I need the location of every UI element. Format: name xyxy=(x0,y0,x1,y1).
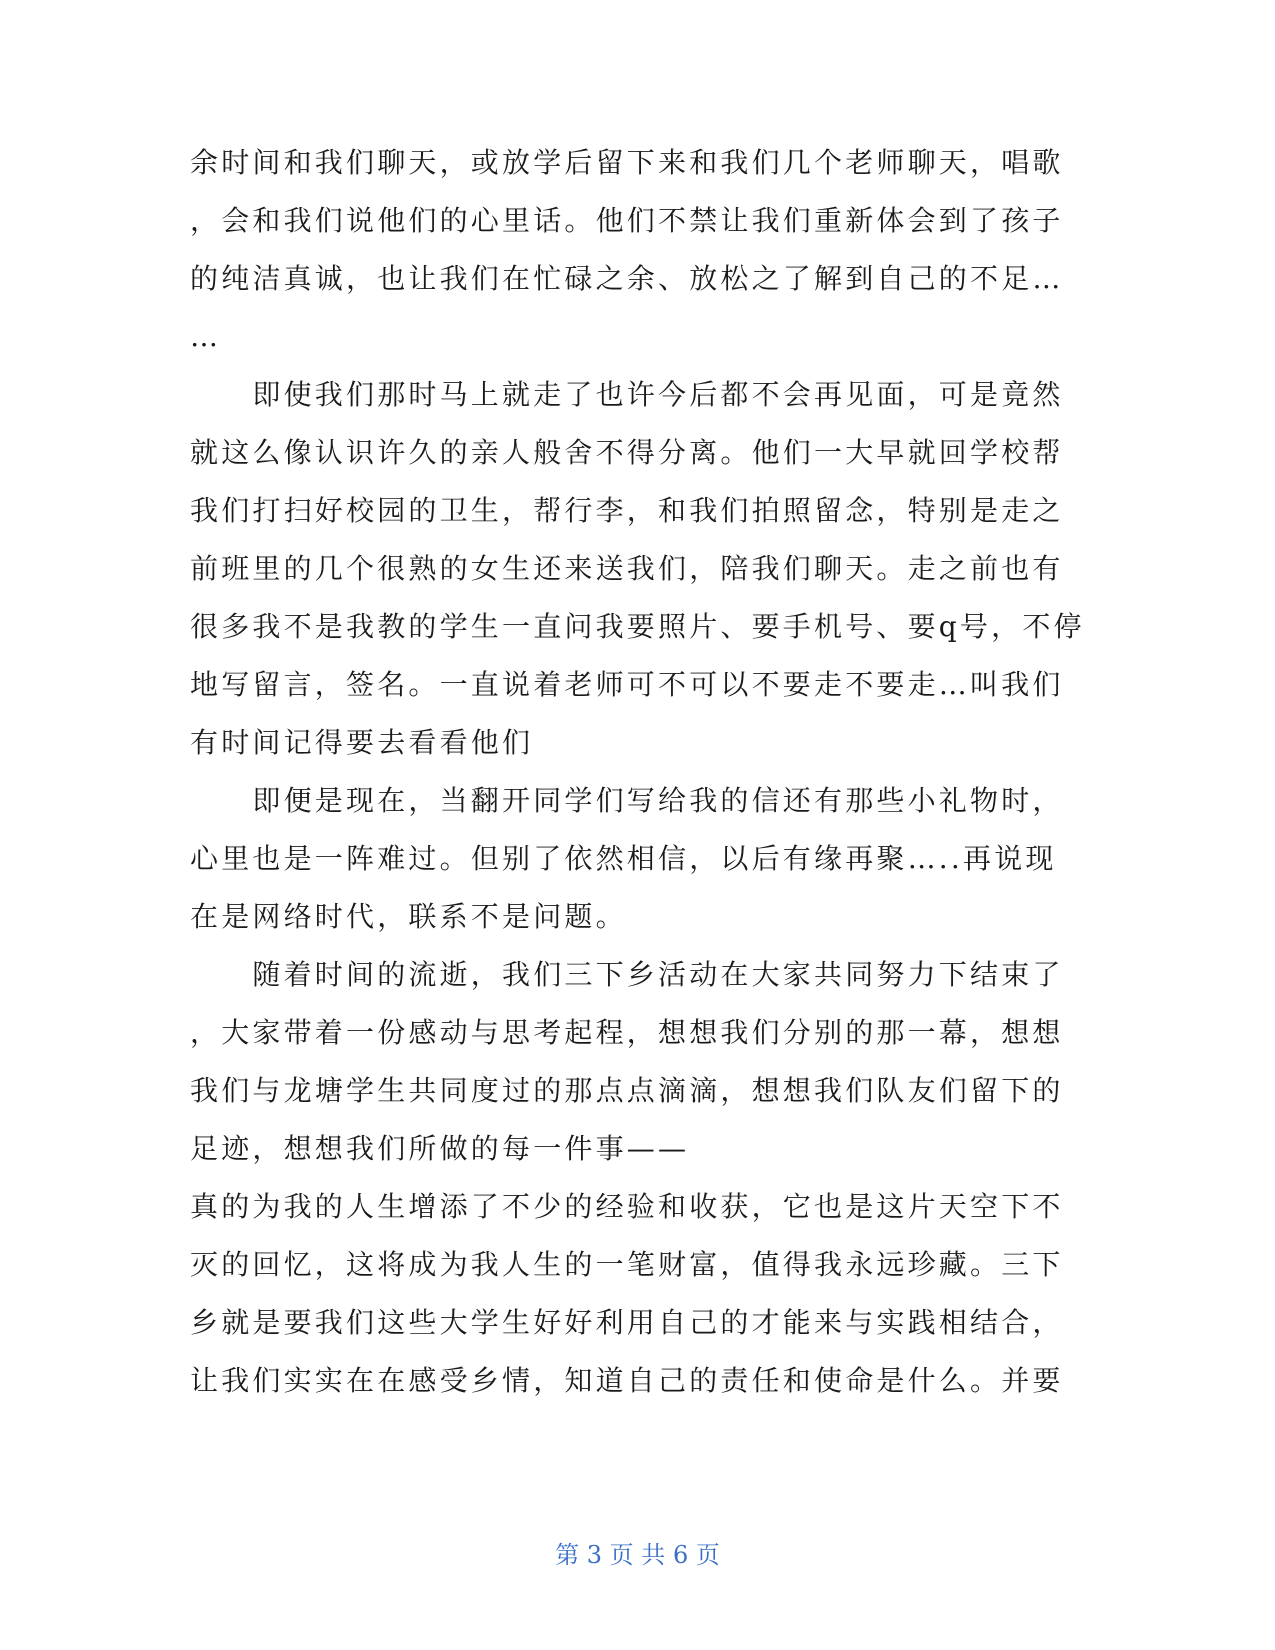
text-line: 我们打扫好校园的卫生，帮行李，和我们拍照留念，特别是走之 xyxy=(190,494,1064,527)
text-line: 前班里的几个很熟的女生还来送我们，陪我们聊天。走之前也有 xyxy=(190,552,1064,585)
text-line: 地写留言，签名。一直说着老师可不可以不要走不要走…叫我们 xyxy=(190,668,1064,701)
text-line: 的纯洁真诚，也让我们在忙碌之余、放松之了解到自己的不足… xyxy=(190,262,1064,295)
text-line: 随着时间的流逝，我们三下乡活动在大家共同努力下结束了 xyxy=(190,958,1064,991)
text-line: 我们与龙塘学生共同度过的那点点滴滴，想想我们队友们留下的 xyxy=(190,1074,1064,1107)
text-line: 真的为我的人生增添了不少的经验和收获，它也是这片天空下不 xyxy=(190,1190,1064,1223)
text-line: … xyxy=(190,320,222,353)
text-line: 在是网络时代，联系不是问题。 xyxy=(190,900,627,933)
text-line: 很多我不是我教的学生一直问我要照片、要手机号、要q号，不停 xyxy=(190,610,1085,643)
text-line: 有时间记得要去看看他们 xyxy=(190,726,534,759)
text-line: 足迹，想想我们所做的每一件事—— xyxy=(190,1132,690,1165)
text-line: 心里也是一阵难过。但别了依然相信，以后有缘再聚…..再说现 xyxy=(190,842,1057,875)
text-line: 余时间和我们聊天，或放学后留下来和我们几个老师聊天，唱歌 xyxy=(190,146,1064,179)
text-line: 即使我们那时马上就走了也许今后都不会再见面，可是竟然 xyxy=(190,378,1064,411)
text-line: ，会和我们说他们的心里话。他们不禁让我们重新体会到了孩子 xyxy=(190,204,1064,237)
text-line: 即便是现在，当翻开同学们写给我的信还有那些小礼物时， xyxy=(190,784,1064,817)
text-line: 灭的回忆，这将成为我人生的一笔财富，值得我永远珍藏。三下 xyxy=(190,1248,1064,1281)
text-line: 让我们实实在在感受乡情，知道自己的责任和使命是什么。并要 xyxy=(190,1364,1064,1397)
text-line: 乡就是要我们这些大学生好好利用自己的才能来与实践相结合， xyxy=(190,1306,1064,1339)
text-line: ，大家带着一份感动与思考起程，想想我们分别的那一幕，想想 xyxy=(190,1016,1064,1049)
page-number-footer: 第 3 页 共 6 页 xyxy=(555,1541,720,1569)
text-line: 就这么像认识许久的亲人般舍不得分离。他们一大早就回学校帮 xyxy=(190,436,1064,469)
